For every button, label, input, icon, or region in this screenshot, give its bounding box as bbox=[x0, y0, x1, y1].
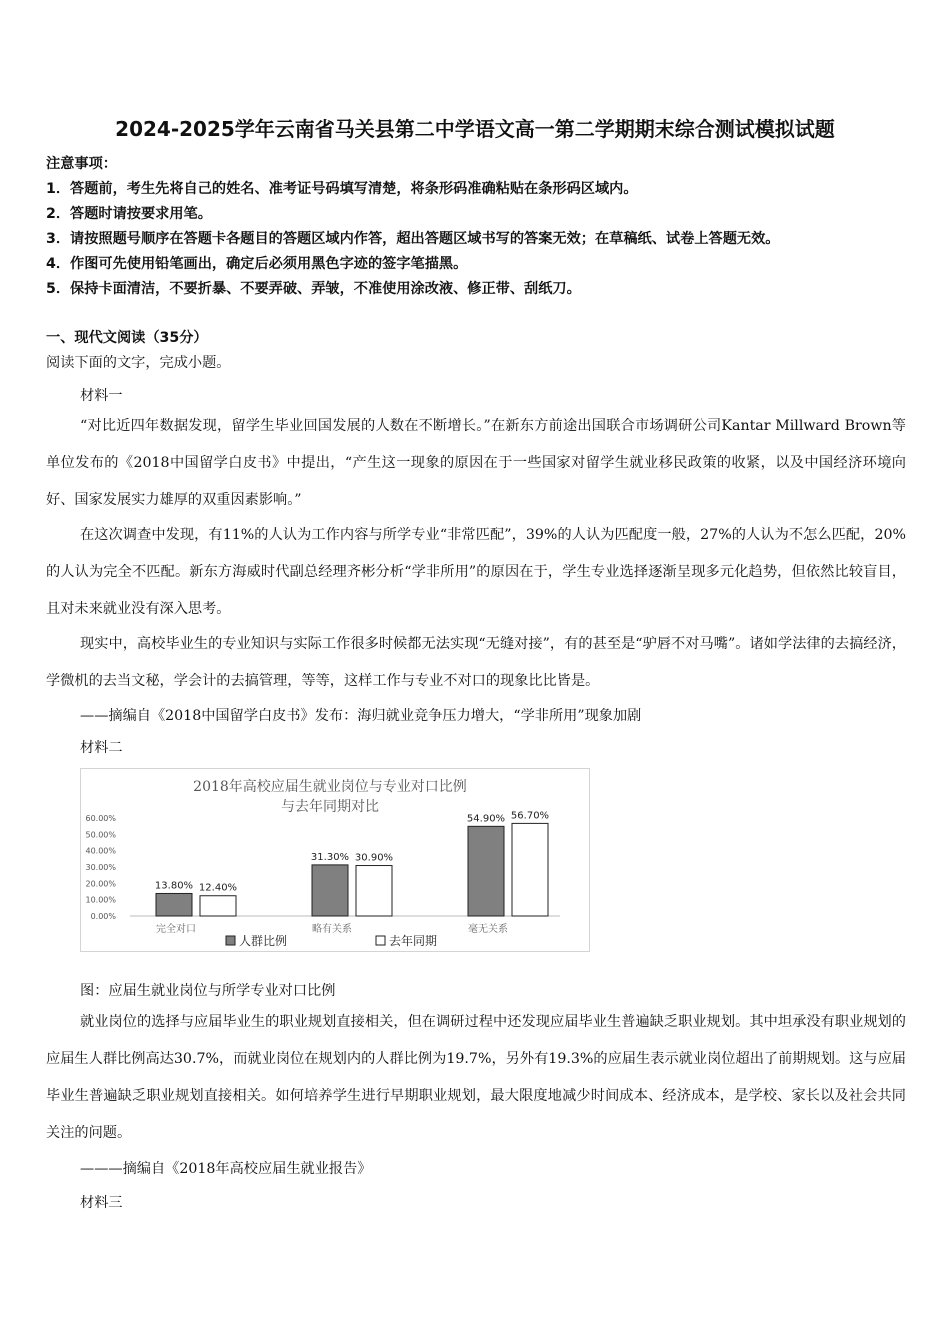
material2-paragraph: 就业岗位的选择与应届毕业生的职业规划直接相关，但在调研过程中还发现应届毕业生普遍缺乏职业规划。其中坦承没有职业规划的应届生人群比例高达30.7%，而就业岗位在规划内的人群比例为19.7%，另外有19.3%的应届生表示就业岗位超出了前期规划。这与应届毕业生普遍缺乏职业规划直接相关。如何培养学生进行早期职业规划，最大限度地减少时间成本、经济成本，是学校、家长以及社会共同关注的问题。 bbox=[46, 1014, 906, 1141]
bar-current bbox=[468, 826, 504, 916]
material2-source: ———摘编自《2018年高校应届生就业报告》 bbox=[80, 1161, 372, 1177]
y-tick-label: 50.00% bbox=[85, 830, 116, 840]
data-label: 13.80% bbox=[154, 880, 194, 892]
y-tick-label: 30.00% bbox=[85, 863, 116, 872]
chart-subtitle: 与去年同期对比 bbox=[281, 799, 379, 815]
page-title: 2024-2025学年云南省马关县第二中学语文高一第二学期期末综合测试模拟试题 bbox=[115, 117, 835, 141]
data-label: 12.40% bbox=[198, 882, 238, 894]
data-label: 54.90% bbox=[466, 813, 506, 825]
material1-label: 材料一 bbox=[80, 388, 123, 404]
bar-last-year bbox=[512, 823, 548, 916]
legend-label: 人群比例 bbox=[239, 934, 288, 948]
notice-item: 3．请按照题号顺序在答题卡各题目的答题区域内作答，超出答题区域书写的答案无效；在草稿纸、试卷上答题无效。 bbox=[46, 231, 780, 247]
legend-label: 去年同期 bbox=[389, 934, 438, 948]
y-tick-label: 10.00% bbox=[85, 895, 116, 905]
material1-paragraph: 现实中，高校毕业生的专业知识与实际工作很多时候都无法实现“无缝对接”，有的甚至是“驴唇不对马嘴”。诸如学法律的去搞经济，学微机的去当文秘，学会计的去搞管理，等等，这样工作与专业不对口的现象比比皆是。 bbox=[46, 636, 906, 689]
material1-paragraph: “对比近四年数据发现，留学生毕业回国发展的人数在不断增长。”在新东方前途出国联合市场调研公司Kantar Millward Brown等单位发布的《2018中国留学白皮书》中提出，“产生这一现象的原因在于一些国家对留学生就业移民政策的收紧，以及中国经济环境向好、国家发展实力雄厚的双重因素影响。” bbox=[46, 418, 906, 508]
chart-title: 2018年高校应届生就业岗位与专业对口比例 bbox=[193, 779, 467, 795]
material1-source: ——摘编自《2018中国留学白皮书》发布：海归就业竞争压力增大，“学非所用”现象加剧 bbox=[80, 708, 642, 724]
data-label: 30.90% bbox=[354, 852, 394, 864]
material2-label: 材料二 bbox=[80, 740, 123, 756]
y-tick-label: 60.00% bbox=[85, 814, 116, 823]
legend-swatch bbox=[376, 936, 385, 945]
material1-paragraph: 在这次调查中发现，有11%的人认为工作内容与所学专业“非常匹配”，39%的人认为匹配度一般，27%的人认为不怎么匹配，20%的人认为完全不匹配。新东方海威时代副总经理齐彬分析“学非所用”的原因在于，学生专业选择逐渐呈现多元化趋势，但依然比较盲目，且对未来就业没有深入思考。 bbox=[46, 527, 906, 617]
x-tick-label: 毫无关系 bbox=[468, 924, 508, 935]
x-tick-label: 完全对口 bbox=[156, 924, 196, 935]
section-heading: 一、现代文阅读（35分） bbox=[46, 330, 208, 346]
legend-swatch bbox=[226, 936, 235, 945]
instruction: 阅读下面的文字，完成小题。 bbox=[46, 355, 231, 371]
figure-caption: 图：应届生就业岗位与所学专业对口比例 bbox=[80, 983, 336, 999]
bar-current bbox=[312, 865, 348, 916]
y-tick-label: 40.00% bbox=[85, 846, 116, 856]
material3-label: 材料三 bbox=[80, 1195, 123, 1211]
notice-item: 1．答题前，考生先将自己的姓名、准考证号码填写清楚，将条形码准确粘贴在条形码区域内。 bbox=[46, 181, 638, 197]
x-tick-label: 略有关系 bbox=[312, 924, 352, 935]
notice-heading: 注意事项： bbox=[46, 156, 117, 172]
notice-item: 4．作图可先使用铅笔画出，确定后必须用黑色字迹的签字笔描黑。 bbox=[46, 256, 468, 272]
data-label: 56.70% bbox=[510, 810, 550, 822]
notice-item: 5．保持卡面清洁，不要折暴、不要弄破、弄皱，不准使用涂改液、修正带、刮纸刀。 bbox=[46, 281, 581, 297]
bar-current bbox=[156, 893, 192, 916]
y-tick-label: 20.00% bbox=[85, 879, 116, 889]
bar-last-year bbox=[356, 866, 392, 916]
notice-item: 2．答题时请按要求用笔。 bbox=[46, 206, 212, 222]
data-label: 31.30% bbox=[310, 851, 350, 863]
y-tick-label: 0.00% bbox=[90, 912, 116, 921]
bar-last-year bbox=[200, 896, 236, 916]
bar-chart bbox=[80, 768, 590, 952]
